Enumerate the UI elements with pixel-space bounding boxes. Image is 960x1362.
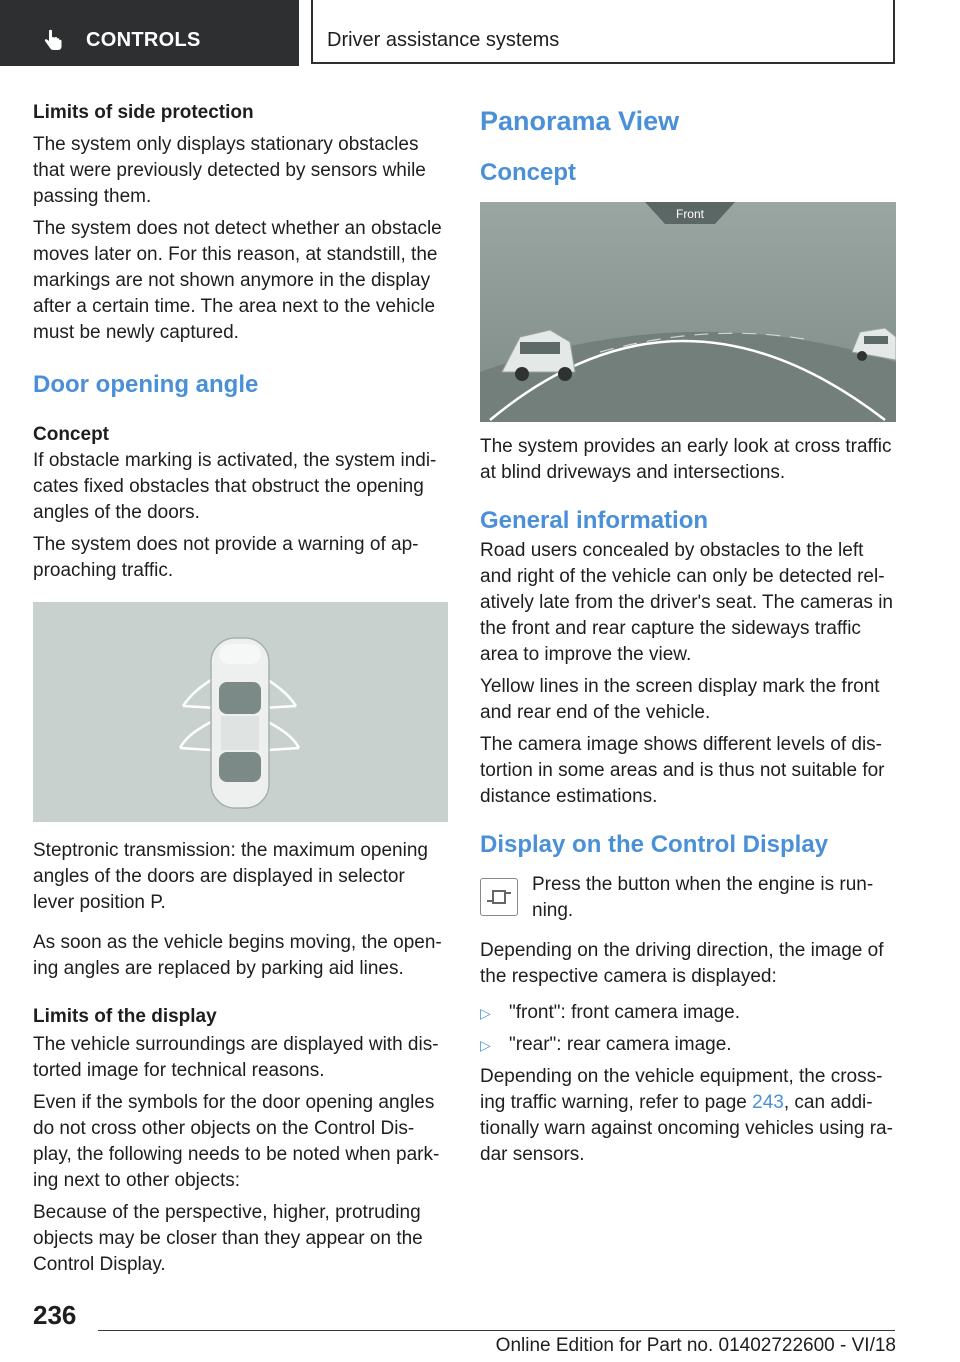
triangle-bullet-icon: ▷ <box>480 1037 491 1053</box>
moving-paragraph: As soon as the vehicle begins moving, the open-ing angles are replaced by parking aid lines. <box>33 932 442 979</box>
steptronic-paragraph: Steptronic transmission: the maximum opening angles of the doors are displayed in selector lever position P. <box>33 840 428 913</box>
concept-paragraph-1: If obstacle marking is activated, the system indi-cates fixed obstacles that obstruct the opening angles of the doors. <box>33 450 437 523</box>
list-item: ▷ "rear": rear camera image. <box>480 1032 896 1058</box>
panorama-view-button-icon <box>480 878 518 916</box>
pano-front-label: Front <box>675 207 705 221</box>
limits-display-heading: Limits of the display <box>33 1006 217 1027</box>
pointing-hand-icon <box>40 28 66 54</box>
chapter-title: CONTROLS <box>86 29 201 51</box>
general-paragraph-2: Yellow lines in the screen display mark the front and rear end of the vehicle. <box>480 676 880 723</box>
car-top-view-image <box>33 602 448 822</box>
limits-display-paragraph-3: Because of the perspective, higher, protruding objects may be closer than they appear on the Control Display. <box>33 1202 423 1275</box>
limits-display-paragraph-2: Even if the symbols for the door opening angles do not cross other objects on the Control Dis-play, the following needs to be noted when park-ing next to other objects: <box>33 1092 440 1191</box>
edition-text: Online Edition for Part no. 01402722600 - VI/18 <box>495 1335 896 1356</box>
concept-subheading: Concept <box>33 424 109 445</box>
limits-side-paragraph-2: The system does not detect whether an obstacle moves later on. For this reason, at standstill, the markings are not shown anymore in the display after a certain time. The area next to the vehicle must be newly captured. <box>33 218 442 343</box>
button-instruction-text: Press the button when the engine is run-ning. <box>532 874 874 921</box>
list-item: ▷ "front": front camera image. <box>480 1000 896 1026</box>
left-column <box>33 100 449 1278</box>
panorama-view-heading: Panorama View <box>480 106 680 136</box>
footer-divider <box>98 1330 895 1331</box>
equipment-paragraph: Depending on the vehicle equipment, the cross-ing traffic warning, refer to page 243, can addi-tionally warn against oncoming vehicles using ra-dar sensors. <box>480 1066 893 1165</box>
limits-display-paragraph-1: The vehicle surroundings are displayed with dis-torted image for technical reasons. <box>33 1034 439 1081</box>
page-number: 236 <box>33 1300 77 1330</box>
panorama-concept-heading: Concept <box>480 159 576 186</box>
page-header <box>0 0 960 66</box>
general-paragraph-1: Road users concealed by obstacles to the left and right of the vehicle can only be detected rel-atively late from the driver's seat. The cameras in the front and rear capture the sideways traffic area to improve the view. <box>480 540 893 665</box>
limits-side-heading: Limits of side protection <box>33 102 254 123</box>
section-tab <box>311 0 895 64</box>
general-paragraph-3: The camera image shows different levels of dis-tortion in some areas and is thus not suitable for distance estimations. <box>480 734 885 807</box>
concept-paragraph-2: The system does not provide a warning of ap-proaching traffic. <box>33 534 419 581</box>
limits-side-paragraph-1: The system only displays stationary obstacles that were previously detected by sensors while passing them. <box>33 134 426 207</box>
camera-list <box>480 1000 896 1058</box>
panorama-button-instruction <box>480 872 896 924</box>
right-column <box>480 100 896 1168</box>
section-title: Driver assistance systems <box>327 29 560 51</box>
panorama-intro-paragraph: The system provides an early look at cross traffic at blind driveways and intersections. <box>480 436 892 483</box>
chapter-tab <box>0 0 299 66</box>
door-opening-heading: Door opening angle <box>33 371 259 398</box>
panorama-camera-view <box>480 202 896 422</box>
control-display-heading: Display on the Control Display <box>480 831 829 858</box>
page-reference-link[interactable]: 243 <box>752 1092 784 1113</box>
general-info-heading: General information <box>480 507 709 534</box>
panorama-camera-image <box>480 202 896 422</box>
door-angle-illustration <box>33 602 448 822</box>
triangle-bullet-icon: ▷ <box>480 1005 491 1021</box>
driving-direction-paragraph: Depending on the driving direction, the image of the respective camera is displayed: <box>480 940 884 987</box>
